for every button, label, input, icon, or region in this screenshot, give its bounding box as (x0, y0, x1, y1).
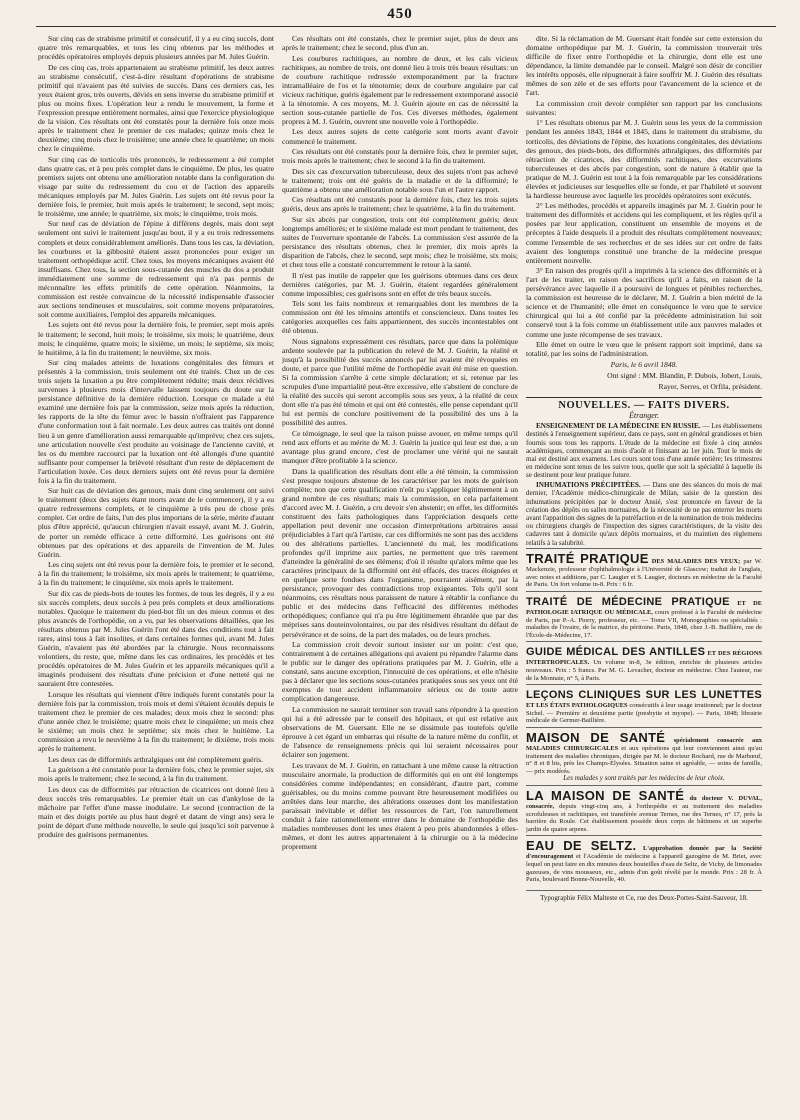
paragraph: Ces résultats ont été constatés, chez le premier sujet, plus de deux ans après le traitement; chez le second, plus d'un an. (282, 34, 518, 53)
paragraph: 3° En raison des progrès qu'il a imprimés à la science des difformités et à l'art de les traiter, en raison des sacrifices qu'il a faits, en raison de la persévérance avec laquelle il a poursuivi de longues et pénibles recherches, la commission est heureuse de le déclarer, M. J. Guérin a bien mérité de la science et de l'humanité; elle émet en conséquence le vœu que le service chirurgical qui lui a été confié par la précédente administration lui soit conservé tout à la fois comme un établissement utile aux pauvres malades et comme une juste récompense de ses travaux. (526, 266, 762, 339)
ad-subtitle: ET DES RÉGIONS INTERTROPICALES. (526, 650, 762, 667)
ad-subtitle: DES MALADIES DES YEUX; (651, 558, 741, 566)
news-item (526, 481, 762, 547)
ad-text: et aux opérations qui leur conviennent ainsi qu'au traitement des maladies chroniques, dirigée par M. le docteur Rochard, rue de Marbœuf, n° 8 et 8 bis, près les Champs-Élysées. Situation saine et agréable, — soins de famille, — prix modérés. (526, 745, 762, 775)
advertisement (526, 591, 762, 641)
ad-text: depuis vingt-cinq ans, à l'orthopédie et au traitement des maladies scrofuleuses et rachitiques, est transférée avenue Ternes, rue des Ternes, n° 17, près la barrière du Roule. Cet établissement possède deux corps de bâtimens et un superbe jardin de quatre arpens. (526, 802, 762, 833)
paragraph: 1° Les résultats obtenus par M. J. Guérin sous les yeux de la commission pendant les années 1843, 1844 et 1845, dans le traitement du strabisme, du torticolis, des déviations de l'épine, des luxations congénitales, des déviations des genoux, des pieds-bots, des difformités athralgiques, des difformités par rétraction de cicatrices, des difformités rachitiques, des excurvations tuberculeuses et des abcès par congestion, sont de nature à établir que la pratique de M. J. Guérin est tout à la fois remarquable par les considérations élevées et judicieuses sur lesquelles elle se fonde, et par l'habileté et souvent la hardiesse heureuse avec laquelle les procédés opératoires sont exécutés. (526, 118, 762, 200)
news-text: — Dans une des séances du mois de mai dernier, l'Académie médico-chirurgicale de Milan, saisie de la question des inhumations précipitées par le docteur Ansié, s'est prononcée en faveur de la création des dépôts ou salles mortuaires, de la nécessité de ne pas enterrer les morts avant l'apparition des signes de la putréfaction et de la nomination de trois médecins ou chirurgiens chargés de l'inspection des signes caractéristiques, de la visite des cadavres tant à domicile qu'aux dépôts mortuaires, et du maintien des règlemens relatifs à la salubrité. (526, 481, 762, 547)
paragraph: Ces résultats ont été constatés pour la dernière fois, chez les trois sujets guéris, deux ans après le traitement; chez le quatrième, à la fin du traitement. (282, 195, 518, 214)
paragraph: Sur cinq cas de torticolis très prononcés, le redressement a été complet dans quatre cas, et à peu près complet dans le cinquième. De plus, les quatre premiers sujets ont obtenu une amélioration notable dans la configuration du visage par suite du redressement du cou et de l'action des appareils mécaniques employés par M. Jules Guérin. Les sujets ont été revus pour la dernière fois, le premier, huit mois après le traitement; le second, sept mois; le troisième, une année; le quatrième, six mois; le cinquième, trois mois. (38, 154, 274, 218)
advertisement (526, 727, 762, 785)
ad-subtitle: ET DE PATHOLOGIE IATRIQUE OU MÉDICALE, (526, 600, 762, 617)
place-date: Paris, le 6 avril 1848. (610, 360, 678, 370)
advertisement (526, 835, 762, 885)
advertisement (526, 684, 762, 727)
ad-title: GUIDE MÉDICAL DES ANTILLES (526, 646, 706, 659)
printer-line: Typographie Félix Malteste et Ce, rue des Deux-Portes-Saint-Sauveur, 18. (526, 890, 762, 903)
paragraph: Nous signalons expressément ces résultats, parce que dans la polémique ardente soulevée par la publication du relevé de M. J. Guérin, la réalité et jusqu'à la possibilité des succès annoncés par lui avaient été révoquées en doute, et parce que l'utilité même de l'orthopédie avait été mise en question. Si la commission s'arrête à cette simple déclaration; et si, retenue par les scrupules d'une impartialité peut-être excessive, elle s'abstient de conclure de la réalité des succès qui seront accomplis sous ses yeux, à la réalité de ceux dont elle n'a pas été témoin et qui ont été contestés, elle pense cependant qu'il lui est permis de conclure positivement de la possibilité des uns à la possibilité des autres. (282, 337, 518, 428)
ad-title: LA MAISON DE SANTÉ (526, 787, 685, 803)
news-list (526, 422, 762, 547)
paragraph: Les sujets ont été revus pour la dernière fois, le premier, sept mois après le traitement; le second, huit mois; le troisième, six mois; le quatrième, deux mois; le cinquième, quatre mois; le sixième, un mois; le septième, six mois; le huitième, à la fin du traitement; le neuvième, six mois. (38, 320, 274, 357)
advertisement (526, 785, 762, 835)
paragraph: Dans la qualification des résultats dont elle a été témoin, la commission s'est presque toujours abstenue de les caractériser par les mots de guérison complète; non que cette qualification n'eût pu s'appliquer légitimement à un grand nombre de ces résultats; mais la commission, en cela parfaitement d'accord avec M. J. Guérin, a cru devoir s'en abstenir; en effet, les difformités constituent des faits pathologiques dans l'appréciation desquels cette appellation peut devenir une occasion d'interprétations arbitraires aussi préjudiciables à l'art qu'à l'artiste, car ces difformités ne sont pas des accidens ou des altérations partielles. L'ancienneté du mal, les modifications profondes qu'il imprime aux parties, ne permettent que très rarement d'atteindre la généralité de ses élémens; d'où il résulte qu'alors même que les caractères principaux de la difformité ont été effacés, des traces éloignées et en quelque sorte fondues dans l'organisme, pourraient aisément, par la persistance, provoquer des contradictions trop exigeantes. Tels qu'il sont néanmoins, ces résultats nous paraissent de nature à rétablir la confiance du public et des médecins dans l'efficacité des différentes méthodes orthopédiques; confiance qui n'a pu être légitimement ébranlée que par des méprises sans douteinvolontaires, ou par des résidives résultant du défaut de persévérance et de soins, de la part des malades, ou de leurs proches. (282, 466, 518, 639)
ad-text: consécutifs à leur usage irrationnel; par le docteur Sichel. — Première et deuxième partie (presbytie et myope). — Paris, 1848; librairie médicale de Germer-Baillière. (526, 702, 762, 725)
ad-text: cours professé à la Faculté de médecine de Paris, par P.-A. Piorry, professeur, etc. — Tome VII, Monographies ou spécialités : maladies de l'ovaire, de la matrice, du péritoine. Paris, 1848, chez J.-B. Baillière, rue de l'École-de-Médecine, 17. (526, 609, 762, 639)
ad-tagline: Les malades y sont traités par les médecins de leur choix. (563, 774, 725, 783)
section-title: NOUVELLES. — FAITS DIVERS. (526, 397, 762, 410)
paragraph: Tels sont les faits nombreux et remarquables dont les membres de la commission ont été les témoins attentifs et consciencieux. Dans toutes les catégories auxquelles ces faits appartiennent, des succès incontestables ont été obtenus. (282, 299, 518, 336)
paragraph: Les travaux de M. J. Guérin, en rattachant à une même cause la rétraction musculaire anormale, la production de difformités qui en ont été longtemps considérées comme indépendantes; en considérant, d'autre part, comme guérisables, ou du moins comme pouvant être heureusement modifiées ou arrêtées dans leur marche, des altérations osseuses dont les manifestation paraissait inévitable et défier les ressources de l'art, l'on naturellement conduit à faire rationnellement entrer dans le domaine de l'orthopédie des maladies nombreuses dont les unes étaient à peu près abandonnées à elles-mêmes, et dont les autres appartenaient à la chirurgie ou à la médecine proprement (282, 760, 518, 852)
paragraph: Ce témoignage, le seul que la raison puisse avouer, en même temps qu'il rend aux efforts et au mérite de M. J. Guérin la justice qui leur est due, a un avantage plus grand encore, c'est de proclamer une vérité qui ne saurait manquer d'être profitable à la science. (282, 428, 518, 466)
news-item (526, 422, 762, 479)
header-rule (36, 26, 776, 27)
ad-subtitle: L'approbation donnée par la Société d'encouragement (526, 845, 762, 861)
column-2 (282, 34, 518, 1089)
paragraph: Les courbures rachitiques, au nombre de deux, et les cals vicieux rachitiques, au nombre de trois, ont donné lieu à trois très beaux résultats: un de courbure rachitique redressée extemporanément par la fracture intramalléaire de l'os et la ténotomie; deux de courbure angulaire par cal vicieux rachitique, guéris également par le redressement extemporané associé à la ténotomie. A ces moyens, M. J. Guérin ajoute en cas de nécessité la section sous-cutanée partielle de l'os. Ces diverses méthodes, également propres à M. J. Guérin, ouvrent une nouvelle voie à l'orthopédie. (282, 53, 518, 126)
paragraph: Sur dix cas de pieds-bots de toutes les formes, de tous les degrés, il y a eu six succès complets, deux succès à peu près complets et deux améliorations notables. Quoique le traitement du pied-bot fût un des mieux connus et des plus avancés de l'orthopédie, on a vu, par les observations détaillées, que les résultats obtenus par M. Jules Guérin l'ont été dans des conditions tout à fait rares, ainsi tous à fait insolites, et dans certaines formes qui, avant M. Jules Guérin, n'avaient pas été abordées par la chirurgie. Nous reconnaissons volontiers, du reste, que, même dans les cas ordinaires, les procédés et les procédés opératoires de M. Jules Guérin et les appareils mécaniques qu'il a imaginés produisent des résultats d'une précision et d'une netteté qui ne sauraient être contestées. (38, 588, 274, 689)
paragraph: Lorsque les résultats qui viennent d'être indiqués furent constatés pour la dernière fois par la commission, trois mois et demi s'étaient écoulés depuis le traitement chez le premier de ces malades; deux mois chez le second: plus d'une année chez le troisième; quatre mois chez le cinquième; un mois chez le sixième; un mois chez le septième; six mois chez le huitième. La commission a revu le neuvième à la fin du traitement; le dixième, trois mois après le traitement. (38, 689, 274, 754)
paragraph: Sur cinq cas de strabisme primitif et consécutif, il y a eu cinq succès, dont quatre très remarquables, et tous les cinq obtenus par les méthodes et procédés opératoires employés depuis plusieurs années par M. Jules Guérin. (38, 34, 274, 62)
paragraph: Sur huit cas de déviation des genoux, mais dont cinq seulement ont suivi le traitement (deux des sujets étant morts avant de le commencer), il y a eu quatre redressemens complets, et le cinquième à très peu de chose près complet. Cet ordre de faits, l'un des plus importans de la série, mérite d'autant plus d'être apprécié, qu'aucun chirurgien n'avait essayé, avant M. J. Guérin, de porter un remède efficace à cette difformité. Les guérisons ont été obtenues par des opérations et des appareils de l'invention de M. Jules Guérin. (38, 486, 274, 559)
column-1 (38, 34, 274, 1089)
paragraph: Les deux autres sujets de cette catégorie sont morts avant d'avoir commencé le traitement. (282, 127, 518, 146)
page-number: 450 (387, 6, 413, 22)
ad-title: TRAITÉ PRATIQUE (526, 551, 649, 567)
column-3 (526, 34, 762, 1089)
paragraph: Il n'est pas inutile de rappeler que les guérisons obtenues dans ces deux dernières catégories, par M. J. Guérin, étaient regardées généralement comme impossibles; ces guérisons sont en effet de très beaux succès. (282, 270, 518, 298)
signatories-line-2: Rayer, Serres, et Orfila, président. (658, 382, 762, 392)
ad-title: EAU DE SELTZ. (526, 838, 637, 854)
ad-title: MAISON DE SANTÉ (526, 730, 666, 745)
paragraph: Les deux cas de difformités par rétraction de cicatrices ont donné lieu à deux succès très remarquables. Le premier était un cas d'ankylose de la mâchoire par l'effet d'une masse inodulaire. Le second (contraction de la main et des doigts portée au plus haut degré et datant de vingt ans) sera le point de départ d'une méthode nouvelle, le seule qui jusqu'ici soit parvenue à produire des guérisons permanentes. (38, 784, 274, 840)
ad-subtitle: ET LES ÉTATS PATHOLOGIQUES (526, 702, 628, 710)
ad-subtitle: du docteur V. DUVAL, consacrée, (526, 794, 762, 810)
paragraph: Sur cinq malades atteints de luxations congénitales des fémurs et présentés à la commission, trois seulement ont été traités. Chez un de ces trois sujets la luxation a pu être complètement réduite; mais deux récidives survenues à plusieurs mois d'intervalle laissent toujours du doute sur la persistance définitive de la dernière réduction. Lorsque ce malade a été examiné une dernière fois par la commission, seize mois après la réduction, les rapports de la tête du fémur avec le bassin n'offraient pas l'apparence d'une conformation tout à fait normale. Les deux autres cas traités ont donné lieu à un genre d'amélioration aussi remarquable qu'imprévu; chez ces sujets, une articulation nouvelle s'est produite au voisinage de l'ancienne cavité, et les os du membre raccourci par la luxation ont été allongés d'une quantité suffisante pour compenser la brièveté résultant d'un reste de déplacement de l'articulation luxée. Ces deux derniers sujets ont été revus pour la dernière fois à la fin du traitement. (38, 358, 274, 485)
news-lead: ENSEIGNEMENT DE LA MÉDECINE EN RUSSIE. (536, 422, 701, 431)
ad-text: et l'Académie de médecine à l'appareil gazogène de M. Briet, avec lequel on peut faire en dix minutes deux bouteilles d'eau de Seltz, de Vichy, de limonades gazeuses, de vins mousseux, etc., admis d'un goût révélé par le monde. Prix : 28 fr. À Paris, boulevard Bonne-Nouvelle, 40. (526, 853, 762, 884)
paragraph: La guérison a été constatée pour la dernière fois, chez le premier sujet, six mois après le traitement; chez le second, à la fin du traitement. (38, 765, 274, 784)
ad-subtitle: spécialement consacrée aux MALADIES CHIRURGICALES (526, 737, 762, 752)
paragraph: La commission croit devoir surtout insister sur un point: c'est que, contrairement à de certaines allégations qui avaient pu répandre l'alarme dans le public sur le danger des opérations pratiquées par M. J. Guérin, elle a constaté, sans aucune exception, l'innocuité de ces opérations, et elle n'hésite pas à déclarer que les sections sous-cutanées pratiquées sous ses yeux ont été exemptes de tout accident inflammatoire sérieux ou de toute autre complication dangereuse. (282, 640, 518, 704)
advertisement (526, 641, 762, 684)
paragraph: Ces résultats ont été constatés pour la dernière fois, chez le premier sujet, trois mois après le traitement; chez le second à la fin du traitement. (282, 147, 518, 166)
paragraph: De ces cinq cas, trois appartenaient au strabisme primitif, les deux autres au strabisme consécutif, c'est-à-dire résultant d'opérations de strabisme primitif qui n'avaient pas été suivies de succès. Dans ces derniers cas, les yeux étaient gros, très ouverts, déviés en sens inverse du strabisme primitif et plus ou moins fixes. L'opération leur a rendu le mouvement, la forme et l'expression presque entièrement normales, ainsi que l'exercice physiologique de la vision. Ces résultats ont été constatés pour la dernière fois onze mois après le traitement chez le premier de ces malades; quinze mois chez le deuxième; cinq mois chez le troisième; une année chez le quatrième; un mois chez le cinquième. (38, 62, 274, 154)
ad-text: Un volume in-8, 3e édition, enrichie de plusieurs articles nouveaux. Prix : 5 francs. Par M. G. Levacher, docteur en médecine. Chez l'auteur, rue de la Monnaie, n° 5, à Paris. (526, 659, 762, 682)
news-text: — Les établissemens destinés à l'enseignement supérieur, dans ce pays, sont en général grandioses et bien fournis sous tous les rapports. L'étude de la médecine est fixée à cinq années académiques, commençant au mois d'août et finissant au 1er juin. Tout le mois de mai est destiné aux examens. Les cours sont tous d'une année entière; les trimestres en médecine sont tenus de les suivre tous, quelle que soit la spécialité à laquelle ils se destinent pour leur pratique future. (526, 422, 762, 480)
paragraph: 2° Les méthodes, procédés et appareils imaginés par M. J. Guérin pour le traitement des difformités et accidens qui les compliquent, et les règles qu'il a posées par leur application, constituent un ensemble de moyens et de préceptes à l'aide desquels il a produit des résultats complètement nouveaux; comme l'ensemble de ses recherches et de ses idées sur cet ordre de faits avaient des longtemps constitué une branche de la médecine presque entièrement nouvelle. (526, 201, 762, 265)
paragraph: Les deux cas de difformités arthralgiques ont été complètement guéris. (48, 754, 263, 764)
paragraph: Sur neuf cas de déviation de l'épine à différens degrés, mais dont sept seulement ont suivi le traitement jusqu'au bout, il y a eu trois redressemens complets et deux considérablement améliorés. Dans tous les cas, la déviation, les courbures et la gibbosité étaient assez prononcées pour exiger un traitement orthopédique actif. Chez tous, les moyens mécaniques avaient été insuffisans. Chez tous, la section sous-cutanée des muscles du dos a produit immédiatement une somme de redressement qui n'a pas permis de méconnaître les effets primitifs de cette opération. Néanmoins, la commission est restée convaincue de la nécessité indispensable d'associer aux sections tendineuses et musculaires, soit comme moyens préparatoires, soit comme auxiliaires, l'emploi des appareils mécaniques. (38, 219, 274, 319)
advertisement (526, 548, 762, 591)
signatories: Ont signé : MM. Blandin, P. Dubois, Jobert, Louis, (607, 371, 762, 381)
paragraph: Sur six abcès par congestion, trois ont été complètement guéris; deux longtemps améliorés; et le sixième malade est mort pendant le traitement, des suites de l'ouverture spontanée de l'abcès. La commission s'est assurée de la persistance des résultats obtenus, chez le premier, dix mois après la disparition de l'abcès, chez le second, sept mois; chez le troisième, six mois; et chez tous elle a constaté concurremment le retour à la santé. (282, 214, 518, 270)
section-subtitle: Étranger. (629, 411, 659, 421)
ad-title: TRAITÉ DE MÉDECINE PRATIQUE (526, 596, 730, 609)
paragraph: Des six cas d'excurvation tuberculeuse, deux des sujets n'ont pas achevé le traitement; trois ont été guéris de la maladie et de la difformité; le quatrième a obtenu une amélioration notable sous l'un et l'autre rapport. (282, 166, 518, 194)
paragraph: La commission croit devoir compléter son rapport par les conclusions suivantes: (526, 98, 762, 117)
ad-text: par W. Mackenzie, professeur d'ophthalmologie à l'Université de Glascow; traduit de l'anglais, avec notes et additions, par C. Laugier et S. Laugier, docteurs en médecine de la Faculté de Paris. Un fort volume in-8. Prix : 6 fr. (526, 558, 762, 589)
paragraph: Elle émet en outre le vœu que le présent rapport soit imprimé, dans sa totalité, par les soins de l'administration. (526, 340, 762, 359)
ad-title: LEÇONS CLINIQUES SUR LES LUNETTES (526, 689, 762, 702)
paragraph: dite. Si la réclamation de M. Guersant était fondée sur cette extension du domaine orthopédique par M. J. Guérin, la commission trouverait très difficile de fixer entre l'orthopédie et la chirurgie, dont elle est une dépendance, la limite demandée par le conseil. Malgré son désir de concilier les intérêts opposés, elle répugnerait à faire souffrir M. J. Guérin des résultats mêmes de son zèle et de ses efforts pour l'avancement de la science et de l'art. (526, 34, 762, 98)
paragraph: La commission ne saurait terminer son travail sans répondre à la question qui lui a été adressée par le conseil des hôpitaux, et qui est relative aux observations de M. Guersant. Elle ne se dissimule pas toutefois qu'elle éprouve à cet égard un embarras qui résulte de la nature même du conflit, et de l'absence de renseignemens précis qui lui seraient nécessaires pour éclairer son jugement. (282, 704, 518, 760)
news-lead: INHUMATIONS PRÉCIPITÉES. (536, 481, 641, 490)
paragraph: Les cinq sujets ont été revus pour la dernière fois, le premier et le second, à la fin du traitement; le troisième, six mois après le traitement; le quatrième, à la fin du traitement; le cinquième, six mois après le traitement. (38, 560, 274, 588)
